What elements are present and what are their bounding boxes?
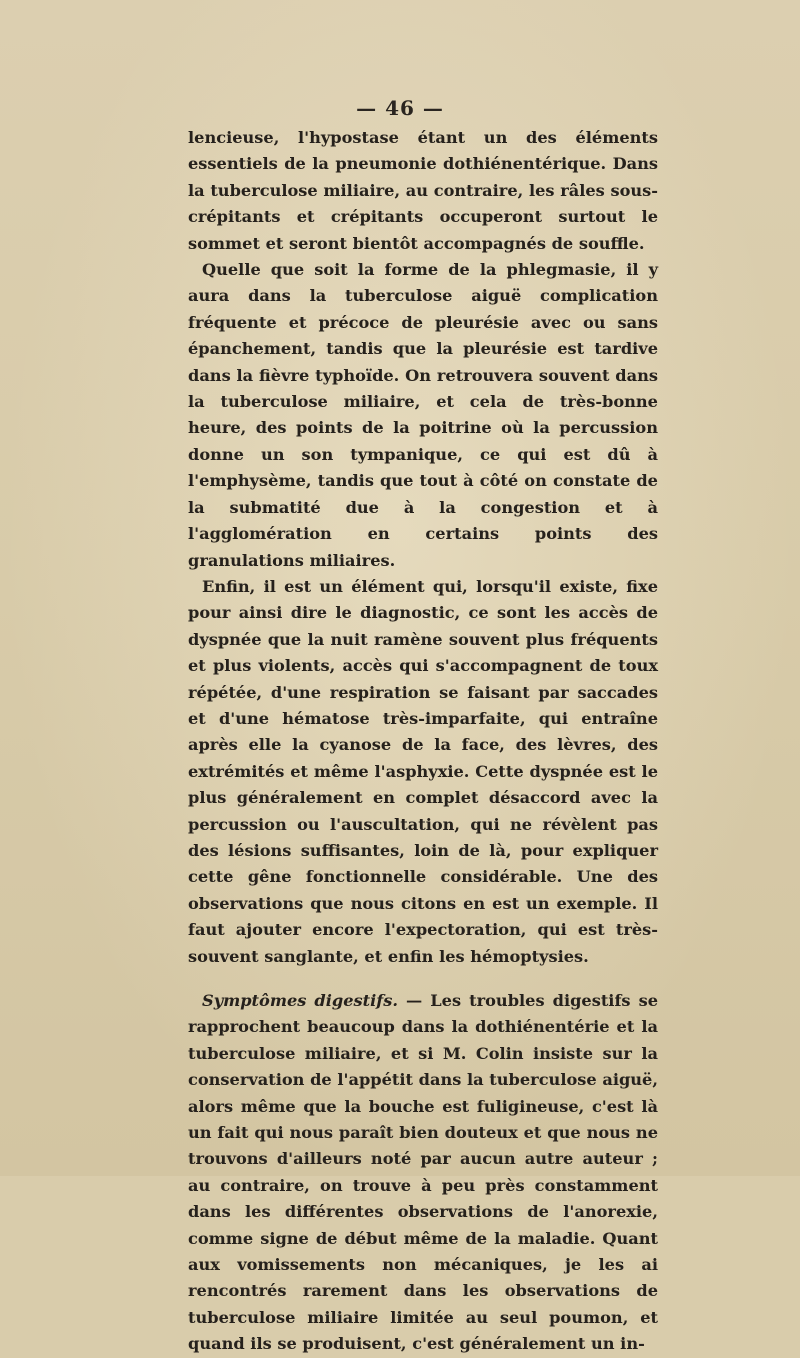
- body-text: [188, 125, 658, 1358]
- section-body: Les troubles digestifs se rapprochent beaucoup dans la dothiénentérie et la tuberculose miliaire, et si M. Colin insiste sur la conservation de l'appétit dans la tuberculose aiguë, alors même que la bouche est fuligineuse, c'est là un fait qui nous paraît bien douteux et que nous ne trouvons d'ailleurs noté par aucun autre auteur ; au contraire, on trouve à peu près constamment dans les différentes observations de l'anorexie, comme signe de début même de la maladie. Quant aux vomissements non mécaniques, je les ai rencontrés rarement dans les observations de tuberculose miliaire limitée au seul poumon, et quand ils se produisent, c'est généralement un in-: [188, 991, 658, 1354]
- paragraph-pleurisy: Quelle que soit la forme de la phlegmasie, il y aura dans la tuberculose aiguë complication fréquente et précoce de pleurésie avec ou sans épanchement, tandis que la pleurésie est tardive dans la fièvre typhoïde. On retrouvera souvent dans la tuberculose miliaire, et cela de très-bonne heure, des points de la poitrine où la percussion donne un son tympanique, ce qui est dû à l'emphysème, tandis que tout à côté on constate de la submatité due à la congestion et à l'agglomération en certains points des granulations miliaires.: [188, 260, 658, 570]
- section-dash: —: [397, 991, 431, 1010]
- paragraph-dyspnea: Enfin, il est un élément qui, lorsqu'il existe, fixe pour ainsi dire le diagnostic, ce sont les accès de dyspnée que la nuit ramène souvent plus fréquents et plus violents, accès qui s'accompagnent de toux répétée, d'une respiration se faisant par saccades et d'une hématose très-imparfaite, qui entraîne après elle la cyanose de la face, des lèvres, des extrémités et même l'asphyxie. Cette dyspnée est le plus généralement en complet désaccord avec la percussion ou l'auscultation, qui ne révèlent pas des lésions suffisantes, loin de là, pour expliquer cette gêne fonctionnelle considérable. Une des observations que nous citons en est un exemple. Il faut ajouter encore l'expectoration, qui est très-souvent sanglante, et enfin les hémoptysies.: [188, 576, 658, 966]
- section-title: Symptômes digestifs.: [202, 991, 398, 1010]
- page-number: — 46 —: [356, 96, 444, 120]
- paragraph-continuation: lencieuse, l'hypostase étant un des éléments essentiels de la pneumonie dothiénentérique. Dans la tuberculose miliaire, au contraire, les râles sous-crépitants et crépitants occuperont surtout le sommet et seront bientôt accompagnés de souffle.: [188, 128, 658, 253]
- paragraph-digestive-symptoms: [188, 988, 658, 1358]
